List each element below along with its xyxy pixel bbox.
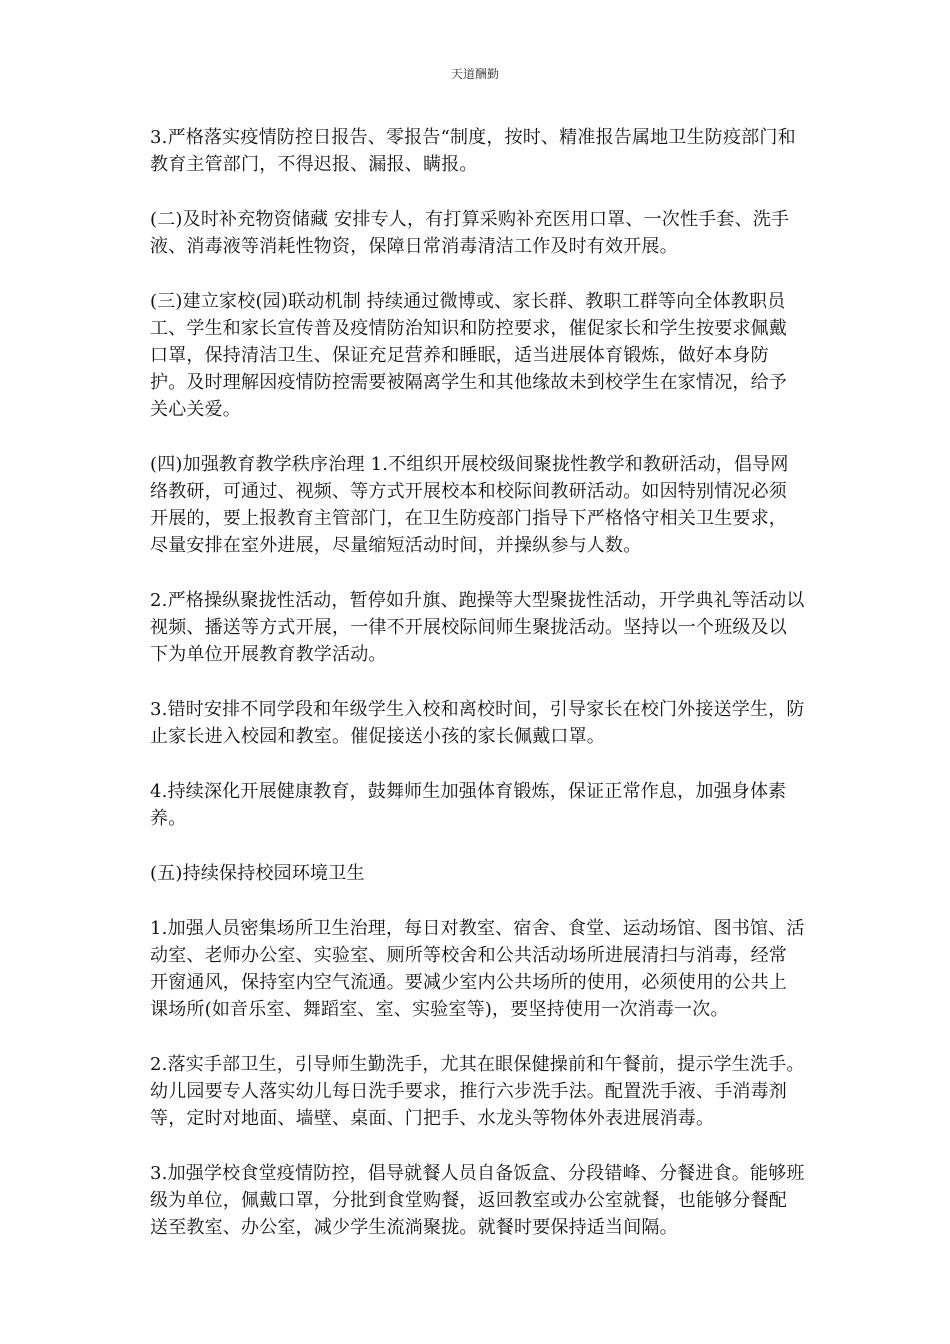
paragraph-7: 4.持续深化开展健康教育，鼓舞师生加强体育锻炼，保证正常作息，加强身体素养。	[150, 781, 787, 829]
paragraph-10: 2.落实手部卫生，引导师生勤洗手，尤其在眼保健操前和午餐前，提示学生洗手。幼儿园要专人落实幼儿每日洗手要求，推行六步洗手法。配置洗手液、手消毒剂等，定时对地面、墙壁、桌面、门把手、水龙头等物体外表进展消毒。	[150, 1054, 805, 1129]
paragraph-4: (四)加强教育教学秩序治理 1.不组织开展校级间聚拢性教学和教研活动，倡导网络教研，可通过、视频、等方式开展校本和校际间教研活动。如因特别情况必须开展的，要上报教育主管部门，在卫生防疫部门指导下严格恪守相关卫生要求，尽量安排在室外进展，尽量缩短活动时间，并操纵参与人数。	[150, 454, 789, 556]
paragraph-9: 1.加强人员密集场所卫生治理，每日对教室、宿舍、食堂、运动场馆、图书馆、活动室、老师办公室、实验室、厕所等校舍和公共活动场所进展清扫与消毒，经常开窗通风，保持室内空气流通。要减少室内公共场所的使用，必须使用的公共上课场所(如音乐室、舞蹈室、室、实验室等)，要坚持使用一次消毒一次。	[150, 918, 805, 1020]
paragraph-2: (二)及时补充物资储藏 安排专人，有打算采购补充医用口罩、一次性手套、洗手液、消毒液等消耗性物资，保障日常消毒清洁工作及时有效开展。	[150, 209, 790, 257]
paragraph-11: 3.加强学校食堂疫情防控，倡导就餐人员自备饭盒、分段错峰、分餐进食。能够班级为单位，佩戴口罩，分批到食堂购餐，返回教室或办公室就餐，也能够分餐配送至教室、办公室，减少学生流淌聚拢。就餐时要保持适当间隔。	[150, 1163, 805, 1238]
paragraph-5: 2.严格操纵聚拢性活动，暂停如升旗、跑操等大型聚拢性活动，开学典礼等活动以视频、播送等方式开展，一律不开展校际间师生聚拢活动。坚持以一个班级及以下为单位开展教育教学活动。	[150, 590, 805, 665]
page-header: 天道酬勤	[450, 67, 499, 81]
paragraph-6: 3.错时安排不同学段和年级学生入校和离校时间，引导家长在校门外接送学生，防止家长进入校园和教室。催促接送小孩的家长佩戴口罩。	[150, 699, 805, 747]
paragraph-1: 3.严格落实疫情防控日报告、零报告“制度，按时、精准报告属地卫生防疫部门和教育主管部门，不得迟报、漏报、瞒报。	[150, 127, 796, 175]
paragraph-3: (三)建立家校(园)联动机制 持续通过微博或、家长群、教职工群等向全体教职员工、学生和家长宣传普及疫情防治知识和防控要求，催促家长和学生按要求佩戴口罩，保持清洁卫生、保证充足营养和睡眠，适当进展体育锻炼，做好本身防护。及时理解因疫情防控需要被隔离学生和其他缘故未到校学生在家情况，给予关心关爱。	[150, 291, 787, 420]
document-body	[150, 124, 805, 1269]
section-heading-5: (五)持续保持校园环境卫生	[150, 863, 365, 884]
